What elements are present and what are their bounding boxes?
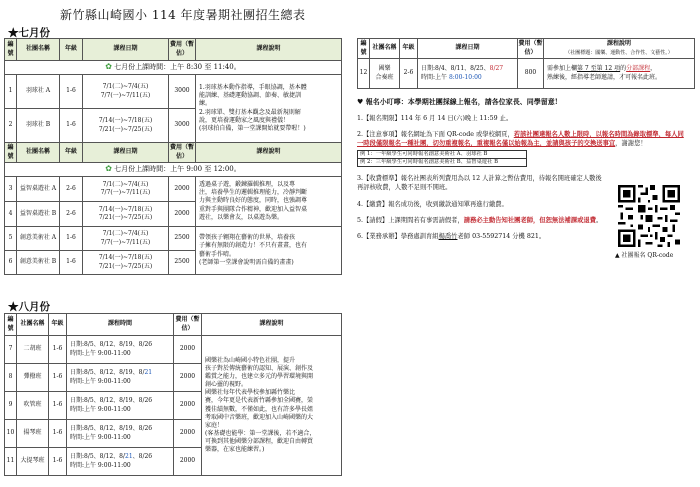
fee: 2000 (174, 364, 202, 392)
dates: 7/1(二)~7/4(五) 7/7(一)~7/11(五) (83, 75, 169, 109)
header-club-name: 社團名稱 (17, 314, 49, 336)
header-no: 編號 (5, 314, 17, 336)
fee: 2000 (174, 336, 202, 364)
header-desc: 課程說明 (202, 314, 342, 336)
banner-text: 七月份上課時間：上午 9:00 至 12:00。 (114, 165, 241, 174)
grade: 1-6 (49, 420, 67, 448)
grade: 1-6 (60, 227, 83, 251)
fee: 3000 (169, 75, 196, 109)
header-club-name: 社團名稱 (17, 143, 60, 163)
header-desc: 課程說明 (196, 143, 342, 163)
row-no: 7 (5, 336, 17, 364)
dates: 7/1(二)~7/4(五) 7/7(一)~7/11(五) (83, 227, 169, 251)
header-fee: 費用（暫估） (174, 314, 202, 336)
header-dates: 課程日期 (83, 143, 169, 163)
august-table (4, 313, 342, 476)
august-section-label: ★八月份 (8, 301, 50, 313)
ensemble-desc: 需參加上欄第 7 至第 12 項的分部課程， 熟練後，經指導老師邀請，才可報名此班。 (544, 59, 695, 89)
schedule: 日期:8/5、8/12、8/19、8/26 時間:上午 9:00-11:00 (67, 420, 174, 448)
row-no: 8 (5, 364, 17, 392)
dates: 7/14(一)~7/18(五) 7/21(一)~7/25(五) (83, 109, 169, 143)
notice-item-3: 3.【收費標準】報名社團表所列費用為以 12 人計算之暫估費用，待報名開班確定人數後再評核收費，人數不足則不開班。 (357, 175, 602, 192)
schedule: 日期:8/5、8/12、8/19、8/26 時間:上午 9:00-11:00 (67, 336, 174, 364)
example-1: 例 1：一年級學生可同時報名創意美術社 A、羽球社 B (357, 150, 527, 159)
qr-caption: ▲ 社團報名 QR-code (615, 252, 674, 259)
grade: 1-6 (49, 336, 67, 364)
row-no: 1 (5, 75, 17, 109)
fee: 2500 (169, 227, 196, 251)
grade: 2-6 (60, 177, 83, 202)
july-table (4, 38, 342, 275)
desc-art: 帶領孩子翱翔在藝術的世界，培養孩 子擁有無限的創造力！不只有畫畫，也有 藝術手作唷。 (老師第一堂課會說明需自備的畫畫) (196, 227, 342, 275)
row-no: 10 (5, 420, 17, 448)
grade: 1-6 (60, 75, 83, 109)
banner-text: 七月份上課時間：上午 8:30 至 11:40。 (114, 63, 241, 72)
desc-chinese-orchestra: 國樂社為山崎國小特色社團，提升 孩子對於傳統藝術的認知、展演、創作及 鑑賞之能力，也建立多元的學習環境與開 創心靈的視野。 國樂社每年代表學校參加縣竹樂比 賽，今年更是代表新竹縣參加全國賽，榮 獲佳績無數，不僅如此，也有許多學長姐 考取國中音樂班，歡迎加入山崎國樂的大 家庭！ (客基礎也能學：第一堂課後，若不適合， 可換到其他國樂分部課程，歡迎自由轉買 樂器，在家也能練習。) (202, 336, 342, 476)
qr-code-icon[interactable] (618, 185, 680, 247)
grade: 1-6 (49, 364, 67, 392)
fee: 2000 (174, 448, 202, 476)
notice-item-5: 5.【請假】上課期間若有事需請假者，請務必主動告知社團老師，但恕無法補課或退費。 (357, 216, 603, 224)
table-row (5, 75, 342, 109)
header-dates: 課程日期 (83, 39, 169, 61)
table-row (5, 177, 342, 202)
schedule: 日期:8/5、8/12、8/19、8/21 時間:上午 9:00-11:00 (67, 364, 174, 392)
notice-item-6: 6.【業務承辦】學務處訓育組楊喬竹老師 03-5592714 分機 821。 (357, 232, 546, 240)
row-no: 5 (5, 227, 17, 251)
page-title: 新竹縣山崎國小 114 年度暑期社團招生總表 (60, 8, 306, 22)
example-2: 例 2：三年級學生可同時報名創意美術社 B、益智桌遊社 B (357, 159, 527, 167)
header-dates: 課程日期 (418, 39, 518, 59)
row-no: 11 (5, 448, 17, 476)
grade: 1-6 (60, 251, 83, 275)
club-name: 吹管班 (17, 392, 49, 420)
table-row (358, 59, 695, 89)
header-time: 課程時間 (67, 314, 174, 336)
july-time-banner-2 (5, 163, 342, 177)
ensemble-table (357, 38, 695, 89)
header-desc: 課程說明 （社團標題：國樂、運動性、合作性、文藝性。） (544, 39, 695, 59)
header-desc: 課程說明 (196, 39, 342, 61)
club-name: 大提琴班 (17, 448, 49, 476)
notice-item-2: 2.【注意事項】報名網址為下面 QR-code 或學校網頁，若該社團達報名人數上限時，以報名時間為錄取標準，每人同一時段僅限報名一種社團，切勿重複報名，重複報名僅以始報為主，並請與孩子的交換送事宜，謝謝您！ 例 1：一年級學生可同時報名創意美術社 A、羽球社 B 例 2：三年級學生可同時報名創意美術社 B、益智桌遊社 B (357, 130, 687, 167)
notice-item-1: 1.【報名期限】114 年 6 月 14 日(六)晚上 11:59 止。 (357, 115, 513, 123)
club-name: 益智桌遊社 A (17, 177, 60, 202)
flower-icon: ✿ (105, 62, 112, 72)
club-name: 益智桌遊社 B (17, 202, 60, 227)
header-no: 編號 (5, 143, 17, 163)
grade: 1-6 (60, 109, 83, 143)
grade: 2-6 (400, 59, 418, 89)
header-grade: 年級 (400, 39, 418, 59)
fee: 800 (518, 59, 544, 89)
row-no: 4 (5, 202, 17, 227)
row-no: 9 (5, 392, 17, 420)
july-section-label: ★七月份 (8, 27, 50, 39)
fee: 2000 (174, 420, 202, 448)
club-name: 二胡班 (17, 336, 49, 364)
grade: 1-6 (49, 392, 67, 420)
heart-icon: ♥ (357, 97, 364, 106)
header-no: 編號 (5, 39, 17, 61)
fee: 2000 (169, 202, 196, 227)
table-row (5, 227, 342, 251)
header-fee: 費用（暫估） (518, 39, 544, 59)
desc-boardgame: 透過桌子遊，鍛鍊羅輯推理，以及專 注，培養學生的邏輯推理能力，冷靜判斷 力與主動時良好的態度，同時，也強調尊 重對手與團隊合作精神，歡迎加入益智桌 遊社，以樂會友，以桌遊為樂。 (196, 177, 342, 227)
desc-badminton: 1.羽球基本動作指導，手眼協調，基本體 能訓練、基礎運動協調、節奏、敏捷訓 練。 2.羽球單、雙打基本觀念及最新規則解 說，更培養運動家之風度與禮儀！ (羽球拍自備，第一堂課開始就要帶喔！) (196, 75, 342, 143)
fee: 2000 (174, 392, 202, 420)
header-club-name: 社團名稱 (17, 39, 60, 61)
club-name: 創意美術社 A (17, 227, 60, 251)
header-fee: 費用（暫估） (169, 143, 196, 163)
flower-icon: ✿ (105, 164, 112, 174)
row-no: 2 (5, 109, 17, 143)
club-name: 國樂 合奏班 (370, 59, 400, 89)
fee: 2500 (169, 251, 196, 275)
header-fee: 費用（暫估） (169, 39, 196, 61)
header-grade: 年級 (49, 314, 67, 336)
dates: 7/14(一)~7/18(五) 7/21(一)~7/25(五) (83, 202, 169, 227)
row-no: 3 (5, 177, 17, 202)
grade: 2-6 (60, 202, 83, 227)
club-name: 彈撥班 (17, 364, 49, 392)
header-club-name: 社團名稱 (370, 39, 400, 59)
schedule: 日期:8/4、8/11、8/25、8/27 時間:上午 8:00-10:00 (418, 59, 518, 89)
header-grade: 年級 (60, 39, 83, 61)
fee: 2000 (169, 177, 196, 202)
schedule: 日期:8/5、8/12、8/19、8/26 時間:上午 9:00-11:00 (67, 392, 174, 420)
club-name: 創意美術社 B (17, 251, 60, 275)
club-name: 羽球社 A (17, 75, 60, 109)
notice-item-4: 4.【繳費】報名成功後，收到繳款通知單再進行繳費。 (357, 200, 508, 208)
july-time-banner-1 (5, 61, 342, 75)
schedule: 日期:8/5、8/12、8/21、8/26 時間:上午 9:00-11:00 (67, 448, 174, 476)
club-name: 揚琴班 (17, 420, 49, 448)
row-no: 6 (5, 251, 17, 275)
grade: 1-6 (49, 448, 67, 476)
header-no: 編號 (358, 39, 370, 59)
dates: 7/14(一)~7/18(五) 7/21(一)~7/25(五) (83, 251, 169, 275)
club-name: 羽球社 B (17, 109, 60, 143)
fee: 3000 (169, 109, 196, 143)
header-grade: 年級 (60, 143, 83, 163)
row-no: 12 (358, 59, 370, 89)
notice-headline: ♥ 報名小叮嚀：本學期社團採線上報名，請各位家長、同學留意! (357, 97, 558, 106)
dates: 7/1(二)~7/4(五) 7/7(一)~7/11(五) (83, 177, 169, 202)
table-row (5, 336, 342, 364)
